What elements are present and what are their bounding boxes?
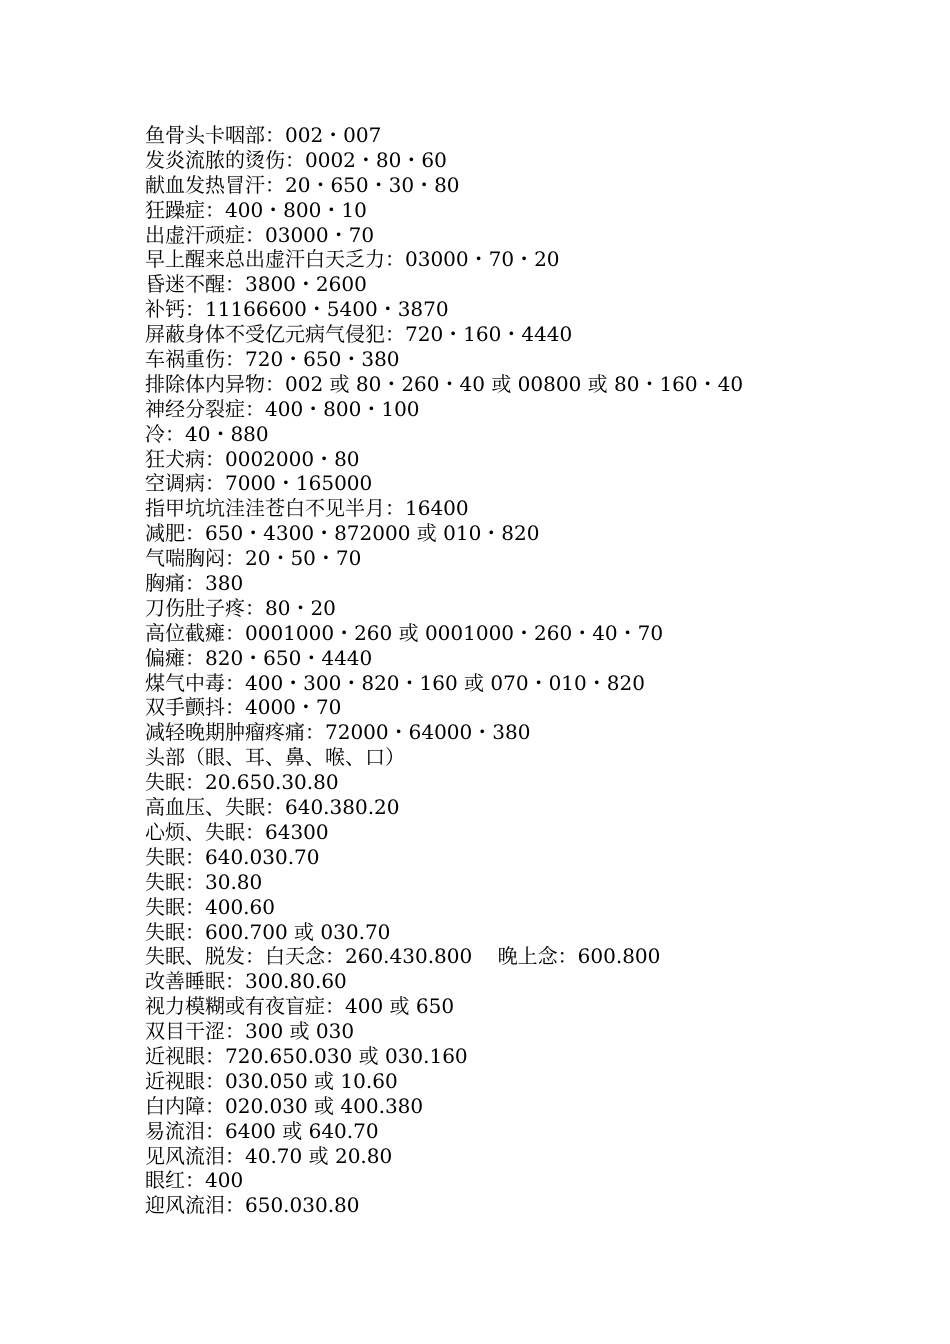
text-line: 双目干涩：300 或 030 bbox=[145, 1019, 355, 1044]
text-line: 胸痛：380 bbox=[145, 571, 244, 596]
text-line: 失眠：600.700 或 030.70 bbox=[145, 919, 391, 944]
text-line: 失眠：400.60 bbox=[145, 894, 275, 919]
text-line: 冷：40・880 bbox=[145, 421, 269, 446]
text-line: 高位截瘫：0001000・260 或 0001000・260・40・70 bbox=[145, 620, 664, 645]
text-line: 气喘胸闷：20・50・70 bbox=[145, 546, 362, 571]
text-line: 屏蔽身体不受亿元病气侵犯：720・160・4440 bbox=[145, 322, 573, 347]
text-line: 视力模糊或有夜盲症：400 或 650 bbox=[145, 994, 455, 1019]
text-line: 近视眼：720.650.030 或 030.160 bbox=[145, 1043, 468, 1068]
text-line: 易流泪：6400 或 640.70 bbox=[145, 1118, 379, 1143]
document-body bbox=[145, 123, 905, 1218]
text-line: 昏迷不醒：3800・2600 bbox=[145, 272, 367, 297]
text-line: 失眠：30.80 bbox=[145, 869, 263, 894]
text-line: 早上醒来总出虚汗白天乏力：03000・70・20 bbox=[145, 247, 560, 272]
text-line: 煤气中毒：400・300・820・160 或 070・010・820 bbox=[145, 670, 645, 695]
text-line: 双手颤抖：4000・70 bbox=[145, 695, 342, 720]
text-line: 排除体内异物：002 或 80・260・40 或 00800 或 80・160・40 bbox=[145, 371, 744, 396]
text-line: 迎风流泪：650.030.80 bbox=[145, 1193, 360, 1218]
text-line: 空调病：7000・165000 bbox=[145, 471, 373, 496]
text-line: 鱼骨头卡咽部：002・007 bbox=[145, 123, 382, 147]
text-line: 狂躁症：400・800・10 bbox=[145, 197, 367, 222]
text-line: 眼红：400 bbox=[145, 1168, 244, 1193]
text-line: 发炎流脓的烫伤：0002・80・60 bbox=[145, 147, 447, 172]
text-line: 偏瘫：820・650・4440 bbox=[145, 645, 373, 670]
text-line: 出虚汗顽症：03000・70 bbox=[145, 222, 375, 247]
text-line: 补钙：11166600・5400・3870 bbox=[145, 297, 449, 322]
text-line: 高血压、失眠：640.380.20 bbox=[145, 795, 400, 820]
text-line: 刀伤肚子疼：80・20 bbox=[145, 595, 336, 620]
text-line: 减轻晚期肿瘤疼痛：72000・64000・380 bbox=[145, 720, 531, 745]
text-line: 神经分裂症：400・800・100 bbox=[145, 396, 420, 421]
text-line: 减肥：650・4300・872000 或 010・820 bbox=[145, 521, 540, 546]
text-line: 改善睡眠：300.80.60 bbox=[145, 969, 347, 994]
text-line: 失眠：640.030.70 bbox=[145, 844, 320, 869]
text-line: 头部（眼、耳、鼻、喉、口） bbox=[145, 745, 405, 770]
text-line: 献血发热冒汗：20・650・30・80 bbox=[145, 172, 460, 197]
text-line: 白内障：020.030 或 400.380 bbox=[145, 1093, 424, 1118]
text-line: 失眠：20.650.30.80 bbox=[145, 770, 339, 795]
text-line: 车祸重伤：720・650・380 bbox=[145, 347, 400, 372]
text-line: 指甲坑坑洼洼苍白不见半月：16400 bbox=[145, 496, 469, 521]
text-line: 狂犬病：0002000・80 bbox=[145, 446, 360, 471]
text-line: 心烦、失眠：64300 bbox=[145, 819, 329, 844]
text-line: 失眠、脱发：白天念：260.430.800 晚上念：600.800 bbox=[145, 944, 661, 969]
text-line: 近视眼：030.050 或 10.60 bbox=[145, 1068, 398, 1093]
text-line: 见风流泪：40.70 或 20.80 bbox=[145, 1143, 393, 1168]
